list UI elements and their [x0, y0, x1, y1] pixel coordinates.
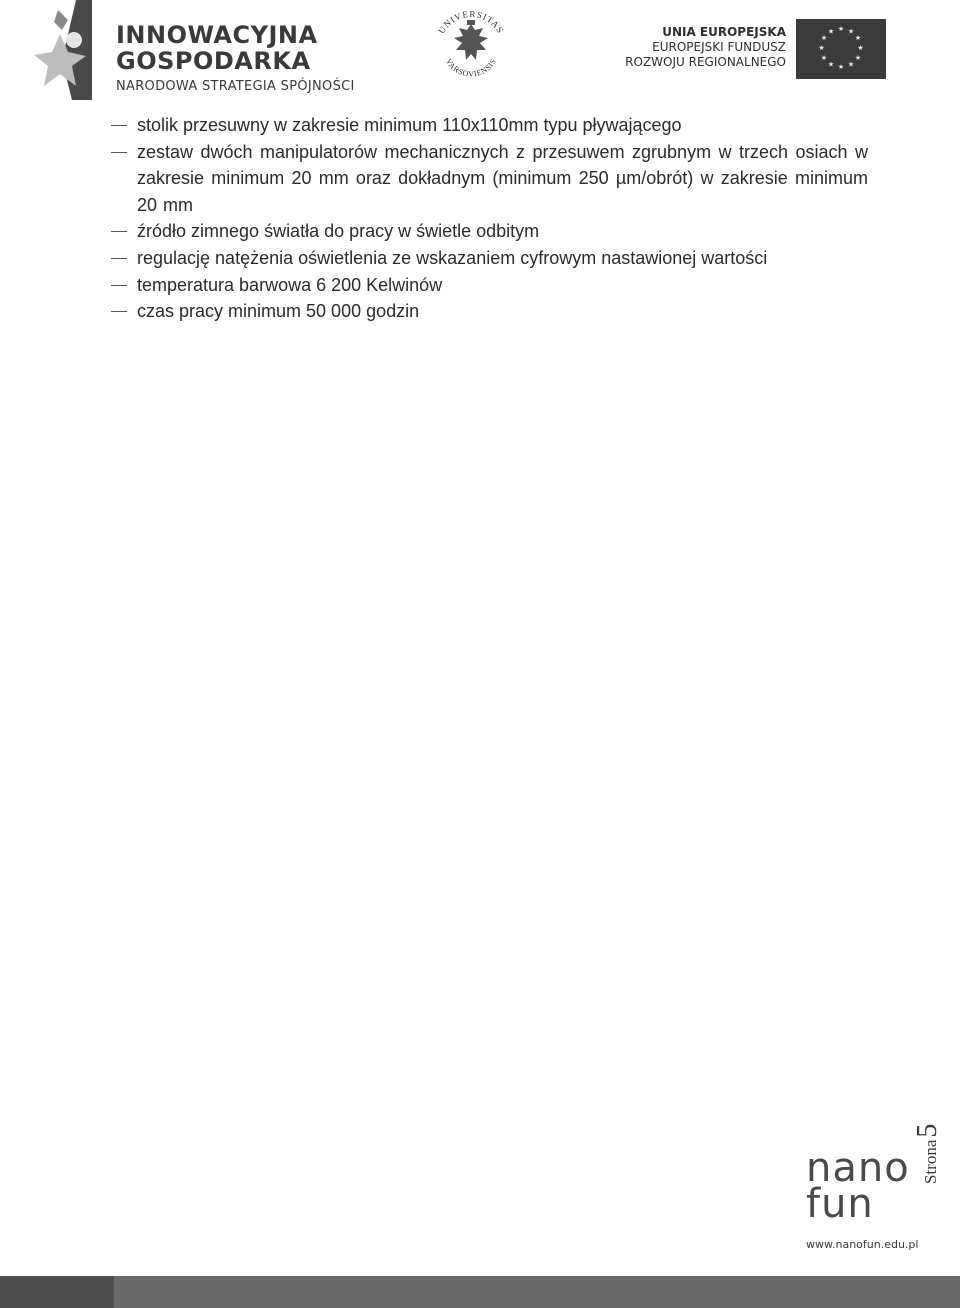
- seal-bottom-text: VARSOVIENSIS: [443, 57, 499, 79]
- list-item-text: stolik przesuwny w zakresie minimum 110x110mm typu pływającego: [137, 115, 682, 135]
- svg-text:★: ★: [837, 63, 845, 71]
- eu-line2: EUROPEJSKI FUNDUSZ: [652, 40, 786, 54]
- svg-text:★: ★: [818, 44, 825, 52]
- page-header: [0, 0, 960, 110]
- list-item-text: temperatura barwowa 6 200 Kelwinów: [137, 274, 443, 295]
- seal-top-text: UNIVERSITAS: [436, 8, 506, 36]
- svg-text:★: ★: [837, 25, 845, 33]
- logo-nano: nano: [806, 1145, 910, 1191]
- list-item-text: zestaw dwóch manipulatorów mechanicznych z przesuwem zgrubnym w trzech osiach w zakresie minimum 20 mm oraz dokładnym (minimum 250 µm/obrót) w zakresie minimum 20 mm: [137, 141, 868, 215]
- list-item-text: źródło zimnego światła do pracy w świetle odbitym: [137, 221, 540, 242]
- logo-line-gospodarka: GOSPODARKA: [116, 47, 311, 75]
- list-item: [108, 245, 868, 272]
- footer-url: www.nanofun.edu.pl: [806, 1238, 919, 1251]
- eu-line3: ROZWOJU REGIONALNEGO: [625, 55, 786, 69]
- svg-text:★: ★: [854, 54, 862, 62]
- dash-bullet-icon: [111, 231, 127, 232]
- svg-text:★: ★: [820, 54, 828, 62]
- dash-bullet-icon: [111, 285, 127, 286]
- logo-line-strategia: NARODOWA STRATEGIA SPÓJNOŚCI: [116, 79, 355, 94]
- list-item: [108, 112, 868, 139]
- svg-text:★: ★: [847, 60, 855, 69]
- page-word: Strona: [921, 1139, 940, 1184]
- page-number: 5: [912, 1123, 943, 1138]
- specification-list: [108, 112, 868, 325]
- list-item-text: regulację natężenia oświetlenia ze wskazaniem cyfrowym nastawionej wartości: [137, 247, 768, 268]
- logo-line-innowacyjna: INNOWACYJNA: [116, 21, 318, 49]
- svg-text:★: ★: [827, 60, 835, 69]
- svg-text:★: ★: [820, 34, 828, 42]
- innowacyjna-gospodarka-logo-text: [116, 22, 355, 94]
- dash-bullet-icon: [111, 125, 127, 126]
- dash-bullet-icon: [111, 311, 127, 312]
- list-item-text: czas pracy minimum 50 000 godzin: [137, 301, 420, 322]
- list-item: [108, 272, 868, 299]
- eu-title: UNIA EUROPEJSKA: [662, 25, 786, 39]
- svg-text:VARSOVIENSIS: [444, 57, 498, 79]
- university-seal-icon: [432, 6, 510, 84]
- svg-text:★: ★: [827, 27, 835, 36]
- svg-text:★: ★: [854, 34, 862, 42]
- svg-text:★: ★: [857, 44, 864, 52]
- list-item: [108, 218, 868, 245]
- logo-fun: fun: [806, 1181, 874, 1227]
- svg-text:★: ★: [847, 27, 855, 36]
- footer-bar-segment: [0, 1276, 114, 1308]
- list-item: [108, 139, 868, 219]
- dash-bullet-icon: [111, 258, 127, 259]
- eu-fund-text: [600, 25, 786, 70]
- footer-bar: [0, 1276, 960, 1308]
- innowacyjna-gospodarka-star-icon: [28, 0, 92, 100]
- nanofun-logo: [800, 1145, 920, 1251]
- list-item: [108, 298, 868, 325]
- dash-bullet-icon: [111, 152, 127, 153]
- eu-flag-icon: [796, 19, 886, 79]
